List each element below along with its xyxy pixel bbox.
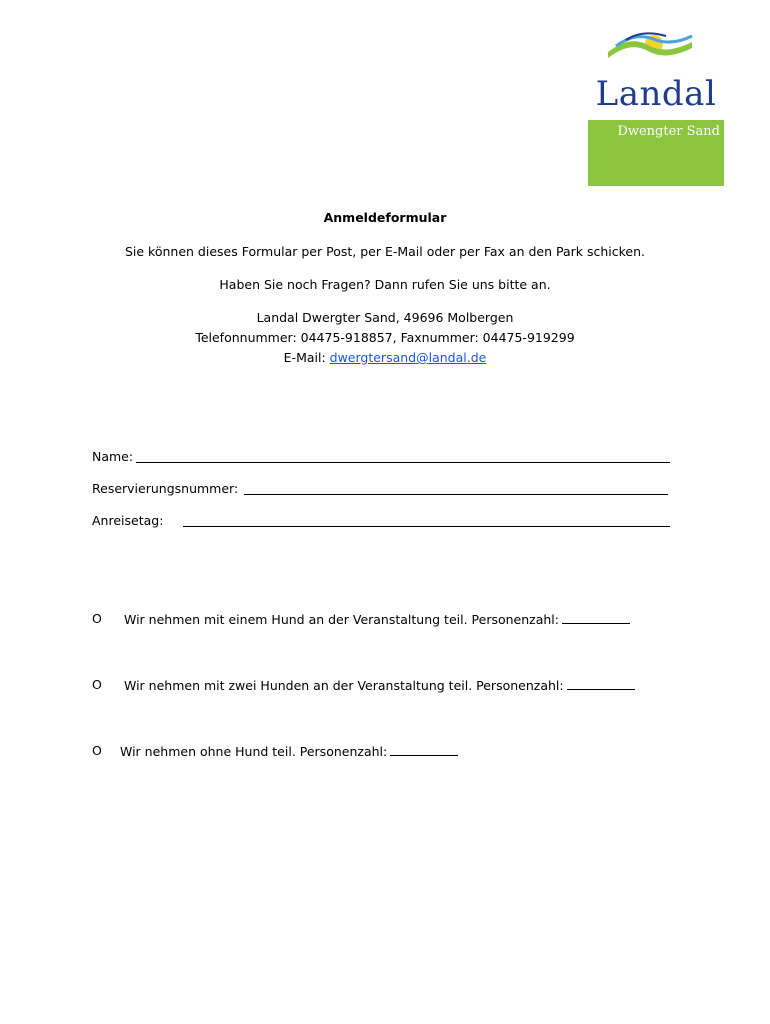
name-input-line[interactable] [136, 462, 670, 463]
phone-fax-text: Telefonnummer: 04475-918857, Faxnummer: 04475-919299 [195, 330, 575, 345]
name-label: Name: [92, 449, 134, 464]
option-checkbox[interactable]: O [92, 743, 102, 758]
logo-subtitle: Dwengter Sand [617, 124, 720, 139]
email-label: E-Mail: [283, 350, 330, 365]
option-label: Wir nehmen ohne Hund teil. Personenzahl: [120, 744, 388, 759]
arrival-field[interactable] [92, 513, 672, 531]
intro-text: Sie können dieses Formular per Post, per E-Mail oder per Fax an den Park schicken. [124, 244, 646, 259]
address-text: Landal Dwergter Sand, 49696 Molbergen [256, 310, 514, 325]
participant-count-blank[interactable] [562, 611, 630, 624]
question-text: Haben Sie noch Fragen? Dann rufen Sie uns bitte an. [219, 277, 551, 292]
logo-wordmark: Landal [595, 74, 717, 114]
arrival-label: Anreisetag: [92, 513, 164, 528]
landscape-icon [606, 30, 694, 60]
option-label: Wir nehmen mit zwei Hunden an der Veranstaltung teil. Personenzahl: [124, 678, 564, 693]
participant-count-blank[interactable] [390, 743, 458, 756]
participant-count-blank[interactable] [567, 677, 635, 690]
reservation-field[interactable] [92, 481, 672, 499]
option-checkbox[interactable]: O [92, 677, 102, 692]
option-label: Wir nehmen mit einem Hund an der Veranstaltung teil. Personenzahl: [124, 612, 559, 627]
email-link[interactable]: dwergtersand@landal.de [329, 350, 487, 365]
option-checkbox[interactable]: O [92, 611, 102, 626]
reservation-input-line[interactable] [244, 494, 668, 495]
arrival-input-line[interactable] [183, 526, 670, 527]
landal-logo [588, 30, 724, 156]
page-title: Anmeldeformular [323, 210, 447, 225]
reservation-label: Reservierungsnummer: [92, 481, 239, 496]
name-field[interactable] [92, 449, 672, 467]
email-line [0, 350, 770, 365]
